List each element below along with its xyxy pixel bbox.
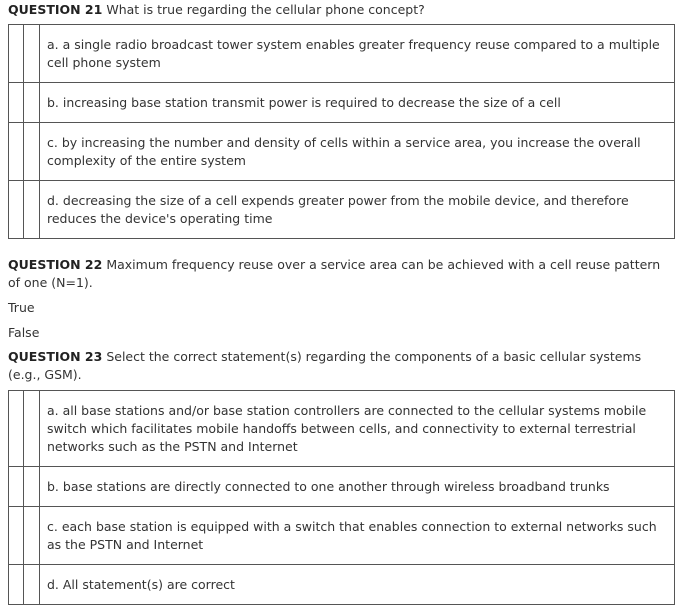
- marker-cell: [24, 467, 40, 507]
- radio-cell[interactable]: [9, 565, 24, 605]
- marker-cell: [24, 123, 40, 181]
- choice-row[interactable]: [9, 181, 675, 239]
- radio-cell[interactable]: [9, 83, 24, 123]
- radio-cell[interactable]: [9, 467, 24, 507]
- radio-cell[interactable]: [9, 181, 24, 239]
- marker-cell: [24, 391, 40, 467]
- choice-label[interactable]: c. by increasing the number and density of cells within a service area, you increase the overall complexity of the entire system: [40, 123, 675, 181]
- choice-label[interactable]: b. increasing base station transmit power is required to decrease the size of a cell: [40, 83, 675, 123]
- marker-cell: [24, 507, 40, 565]
- option-false[interactable]: False: [8, 325, 40, 340]
- marker-cell: [24, 83, 40, 123]
- choice-row[interactable]: [9, 123, 675, 181]
- question-text: What is true regarding the cellular phone concept?: [106, 2, 425, 17]
- question-22-title: [8, 256, 675, 292]
- question-number: QUESTION 22: [8, 257, 103, 272]
- question-text: Select the correct statement(s) regarding the components of a basic cellular systems (e.g., GSM).: [8, 349, 642, 382]
- choice-label[interactable]: c. each base station is equipped with a switch that enables connection to external networks such as the PSTN and Internet: [40, 507, 675, 565]
- choice-row[interactable]: [9, 83, 675, 123]
- radio-cell[interactable]: [9, 123, 24, 181]
- choice-row[interactable]: [9, 25, 675, 83]
- marker-cell: [24, 25, 40, 83]
- radio-cell[interactable]: [9, 507, 24, 565]
- question-text: Maximum frequency reuse over a service area can be achieved with a cell reuse pattern of one (N=1).: [8, 257, 661, 290]
- choice-row[interactable]: [9, 467, 675, 507]
- question-number: QUESTION 23: [8, 349, 103, 364]
- radio-cell[interactable]: [9, 25, 24, 83]
- question-23-title: [8, 348, 675, 384]
- question-21-choices: [8, 24, 675, 239]
- marker-cell: [24, 181, 40, 239]
- question-number: QUESTION 21: [8, 2, 103, 17]
- choice-label[interactable]: b. base stations are directly connected to one another through wireless broadband trunks: [40, 467, 675, 507]
- choice-row[interactable]: [9, 565, 675, 605]
- marker-cell: [24, 565, 40, 605]
- choice-label[interactable]: a. all base stations and/or base station controllers are connected to the cellular systems mobile switch which facilitates mobile handoffs between cells, and connectivity to external terrestrial networks such as the PSTN and Internet: [40, 391, 675, 467]
- radio-cell[interactable]: [9, 391, 24, 467]
- choice-row[interactable]: [9, 507, 675, 565]
- question-21-title: [8, 1, 425, 19]
- question-23-choices: [8, 390, 675, 605]
- choice-label[interactable]: a. a single radio broadcast tower system enables greater frequency reuse compared to a multiple cell phone system: [40, 25, 675, 83]
- option-true[interactable]: True: [8, 300, 35, 315]
- choice-label[interactable]: d. decreasing the size of a cell expends greater power from the mobile device, and therefore reduces the device's operating time: [40, 181, 675, 239]
- choice-row[interactable]: [9, 391, 675, 467]
- choice-label[interactable]: d. All statement(s) are correct: [40, 565, 675, 605]
